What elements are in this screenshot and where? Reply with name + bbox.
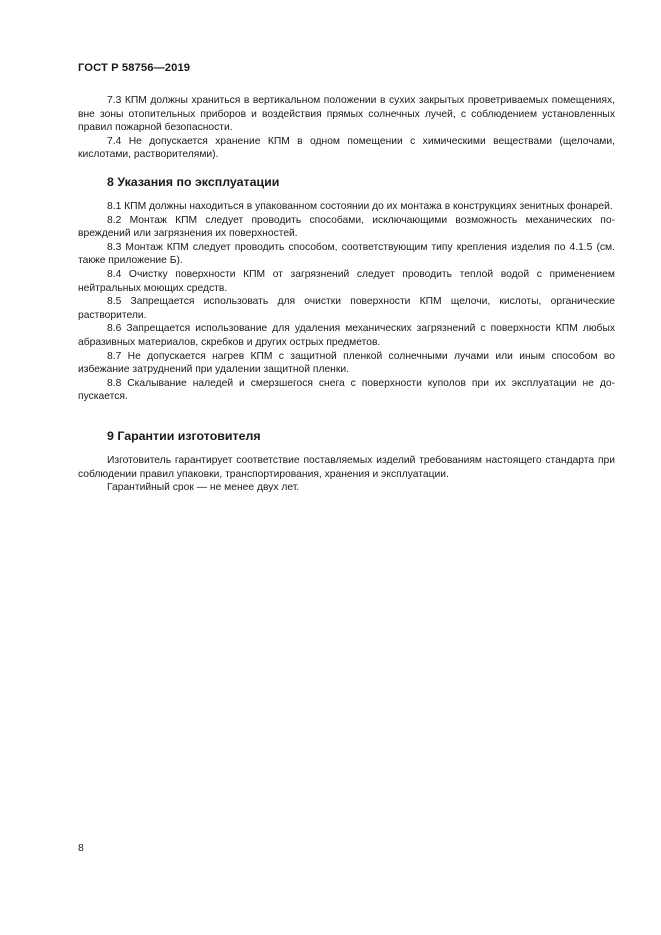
- document-code: ГОСТ Р 58756—2019: [78, 62, 191, 74]
- paragraph-7-3: 7.3 КПМ должны храниться в вертикальном положении в сухих закрытых проветриваемых помещениях, вне зоны отопительных приборов и воздействия прямых солнечных лучей, с соблюдением установленных правил пожарной безопасности.: [78, 95, 615, 134]
- paragraph-8-8: 8.8 Скалывание наледей и смерзшегося снега с поверхности куполов при их эксплуатации не допускается.: [78, 377, 615, 403]
- page-number: 8: [78, 842, 84, 854]
- paragraph-8-7: 8.7 Не допускается нагрев КПМ с защитной пленкой солнечными лучами или иным способом во избежание затруднений при удалении защитной пленки.: [78, 350, 615, 376]
- paragraph-8-2: 8.2 Монтаж КПМ следует проводить способами, исключающими возможность механических повреждений или загрязнения их поверхностей.: [78, 214, 615, 240]
- section-7-tail: [78, 94, 615, 162]
- paragraph-9-1: Изготовитель гарантирует соответствие поставляемых изделий требованиям настоящего стандарта при соблюдении правил упаковки, транспортирования, хранения и эксплуатации.: [78, 455, 615, 480]
- paragraph-8-4: 8.4 Очистку поверхности КПМ от загрязнений следует проводить теплой водой с применением нейтральных моющих средств.: [78, 268, 615, 294]
- section-8: [78, 174, 615, 404]
- paragraph-7-4: 7.4 Не допускается хранение КПМ в одном помещении с химическими веществами (щелочами, кислотами, растворителями).: [78, 135, 615, 161]
- paragraph-8-5: 8.5 Запрещается использовать для очистки поверхности КПМ щелочи, кислоты, органические растворители.: [78, 296, 615, 321]
- paragraph-8-6: 8.6 Запрещается использование для удаления механических загрязнений с поверхности КПМ любых абразивных материалов, скребков и других острых предметов.: [78, 323, 615, 348]
- section-8-heading: 8 Указания по эксплуатации: [107, 175, 280, 189]
- paragraph-8-3: 8.3 Монтаж КПМ следует проводить способом, соответствующим типу крепления изделия по 4.1.5 (см. также приложение Б).: [78, 241, 615, 267]
- paragraph-8-1: 8.1 КПМ должны находиться в упакованном состоянии до их монтажа в конструкциях зенитных фонарей.: [107, 201, 613, 212]
- paragraph-9-2: Гарантийный срок — не менее двух лет.: [107, 482, 300, 494]
- section-9: [78, 428, 615, 495]
- section-9-heading: 9 Гарантии изготовителя: [107, 429, 261, 443]
